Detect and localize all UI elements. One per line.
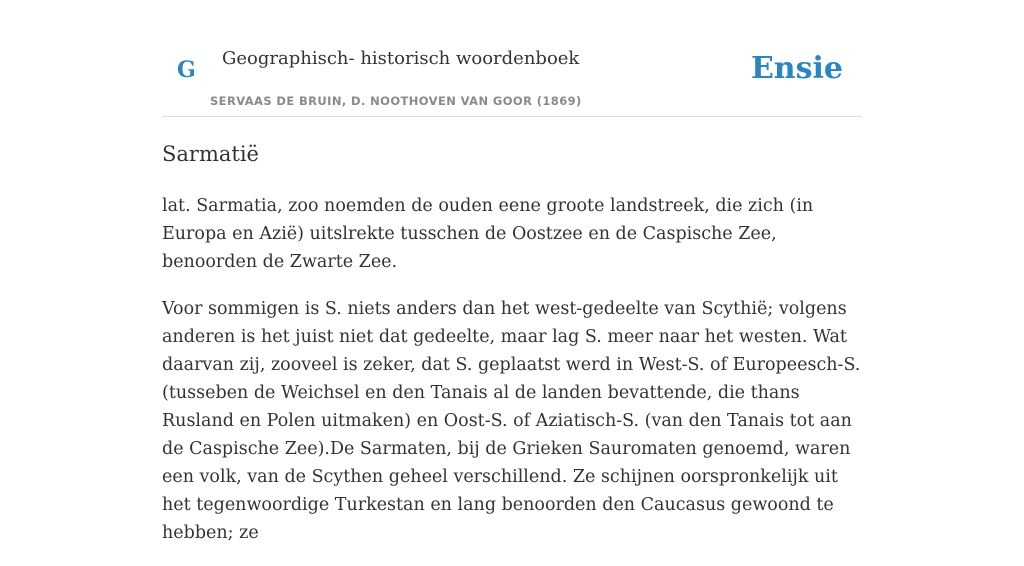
entry-paragraph: Voor sommigen is S. niets anders dan het west-gedeelte van Scythië; volgens anderen is het juist niet dat gedeelte, maar lag S. meer naar het westen. Wat daarvan zij, zooveel is zeker, dat S. geplaatst werd in West-S. of Europeesch-S. (tusseben de Weichsel en den Tanais al de landen bevattende, die thans Rusland en Polen uitmaken) en Oost-S. of Aziatisch-S. (van den Tanais tot aan de Caspische Zee).De Sarmaten, bij de Grieken Sauromaten genoemd, waren een volk, van de Scythen geheel verschillend. Ze schijnen oorspronkelijk uit het tegenwoordige Turkestan en lang benoorden den Caucasus gewoond te hebben; ze — [162, 299, 861, 543]
entry-title: Sarmatië — [162, 142, 259, 166]
book-title-link[interactable]: Geographisch- historisch woordenboek — [222, 48, 580, 69]
book-authors: SERVAAS DE BRUIN, D. NOOTHOVEN VAN GOOR (1869) — [210, 94, 582, 108]
entry-paragraph: lat. Sarmatia, zoo noemden de ouden eene groote landstreek, die zich (in Europa en Azië) uitslrekte tusschen de Oostzee en de Caspische Zee, benoorden de Zwarte Zee. — [162, 196, 814, 272]
ensie-logo-link[interactable]: Ensie — [750, 51, 843, 86]
book-logo-icon[interactable]: G — [177, 57, 196, 83]
site-header — [162, 0, 862, 117]
entry-body — [162, 192, 862, 566]
